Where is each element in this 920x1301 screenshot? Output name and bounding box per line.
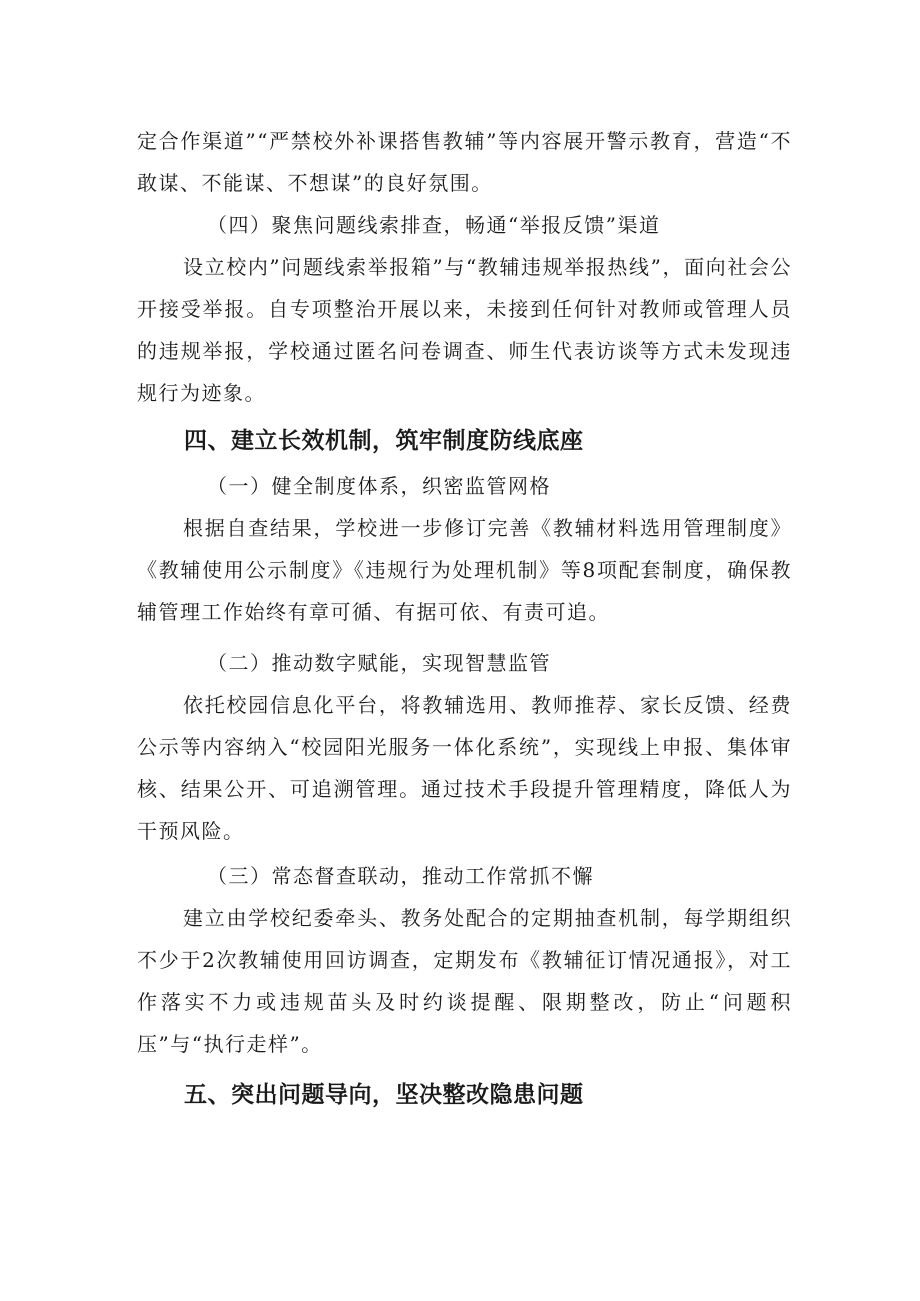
section-4-sub-1-body: 根据自查结果，学校进一步修订完善《教辅材料选用管理制度》《教辅使用公示制度》《违规行为处理机制》等8项配套制度，确保教辅管理工作始终有章可循、有据可依、有责可追。 <box>137 516 792 624</box>
section-4-sub-3-title: （三）常态督查联动，推动工作常抓不懈 <box>207 864 594 888</box>
section-5-heading: 五、突出问题导向，坚决整改隐患问题 <box>184 1082 584 1108</box>
section-4-sub-2-body: 依托校园信息化平台，将教辅选用、教师推荐、家长反馈、经费公示等内容纳入“校园阳光服务一体化系统”，实现线上申报、集体审核、结果公开、可追溯管理。通过技术手段提升管理精度，降低人为干预风险。 <box>137 693 792 843</box>
paragraph-continued: 定合作渠道”“严禁校外补课搭售教辅”等内容展开警示教育，营造“不敢谋、不能谋、不想谋”的良好氛围。 <box>137 129 792 195</box>
section-4-heading: 四、建立长效机制，筑牢制度防线底座 <box>184 428 584 454</box>
section-4-sub-1-title: （一）健全制度体系，织密监管网格 <box>207 474 551 498</box>
subsection-4-body: 设立校内”问题线索举报箱”与“教辅违规举报热线”，面向社会公开接受举报。自专项整治开展以来，未接到任何针对教师或管理人员的违规举报，学校通过匿名问卷调查、师生代表访谈等方式未发现违规行为迹象。 <box>137 255 792 405</box>
subsection-4-title: （四）聚焦问题线索排查，畅通“举报反馈”渠道 <box>207 213 661 237</box>
section-4-sub-2-title: （二）推动数字赋能，实现智慧监管 <box>207 651 551 675</box>
section-4-sub-3-body: 建立由学校纪委牵头、教务处配合的定期抽查机制，每学期组织不少于2次教辅使用回访调查，定期发布《教辅征订情况通报》，对工作落实不力或违规苗头及时约谈提醒、限期整改，防止“问题积压”与“执行走样”。 <box>137 906 792 1056</box>
